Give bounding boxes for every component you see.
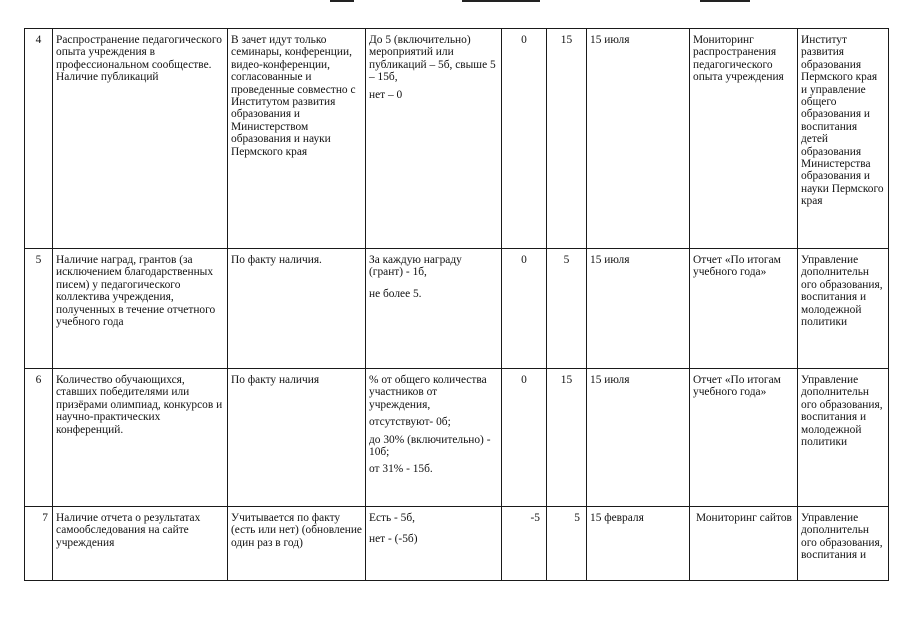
criteria-table [24,28,889,581]
source-cell: Мониторинг распространения педагогического опыта учреждения [690,29,798,249]
source-cell: Отчет «По итогам учебного года» [690,249,798,369]
scoring-line: от 31% - 15б. [369,463,433,476]
deadline-cell: 15 июля [587,29,690,249]
scoring-line: до 30% (включительно) - 10б; [369,433,491,459]
conditions-cell: В зачет идут только семинары, конференции, видео-конференции, согласованные и проведенные совместно с Институтом развития образования и Министерством образования и науки Пермского края [228,29,366,249]
conditions-cell: Учитывается по факту (есть или нет) (обновление один раз в год) [228,507,366,581]
source-cell: Отчет «По итогам учебного года» [690,369,798,507]
scoring-line: Есть - 5б, [369,512,416,524]
cut-off-line-mark [462,0,540,2]
table-row [25,29,889,249]
scoring-line: не более 5. [369,287,422,300]
max-score-cell: 15 [547,369,587,507]
row-number: 6 [25,369,53,507]
scoring-line: За каждую награду (грант) - 1б, [369,254,462,279]
row-number: 7 [25,507,53,581]
min-score-cell: 0 [502,369,547,507]
responsible-cell: Управление дополнительн ого образования, воспитания и молодежной политики [798,249,889,369]
indicator-cell: Распространение педагогического опыта учреждения в профессиональном сообществе. Наличие публикаций [53,29,228,249]
conditions-cell: По факту наличия. [228,249,366,369]
cut-off-line-mark [700,0,750,2]
scoring-cell [366,369,502,507]
table-row [25,507,889,581]
deadline-cell: 15 июля [587,249,690,369]
row-number: 4 [25,29,53,249]
indicator-cell: Наличие отчета о результатах самообследования на сайте учреждения [53,507,228,581]
scoring-line: нет - (-5б) [369,533,418,546]
table-row [25,369,889,507]
row-number: 5 [25,249,53,369]
max-score-cell: 15 [547,29,587,249]
deadline-cell: 15 февраля [587,507,690,581]
max-score-cell: 5 [547,249,587,369]
scoring-line: отсутствуют- 0б; [369,416,451,429]
min-score-cell: 0 [502,249,547,369]
min-score-cell: 0 [502,29,547,249]
responsible-cell: Управление дополнительн ого образования, воспитания и молодежной политики [798,369,889,507]
indicator-cell: Наличие наград, грантов (за исключением благодарственных писем) у педагогического коллектива учреждения, полученных в течение отчетного учебного года [53,249,228,369]
responsible-cell: Управление дополнительн ого образования, воспитания и [798,507,889,581]
conditions-cell: По факту наличия [228,369,366,507]
indicator-cell: Количество обучающихся, ставших победителями или призёрами олимпиад, конкурсов и научно-практических конференций. [53,369,228,507]
min-score-cell: -5 [502,507,547,581]
scoring-cell [366,507,502,581]
scoring-cell [366,29,502,249]
source-cell: Мониторинг сайтов [690,507,798,581]
cut-off-line-mark [330,0,354,2]
scoring-cell [366,249,502,369]
max-score-cell: 5 [547,507,587,581]
scoring-line: % от общего количества участников от учреждения, [369,374,487,411]
deadline-cell: 15 июля [587,369,690,507]
table-row [25,249,889,369]
scoring-line: До 5 (включительно) мероприятий или публикаций – 5б, свыше 5 – 15б, [369,34,496,84]
scoring-line: нет – 0 [369,88,403,101]
responsible-cell: Институт развития образования Пермского края и управление общего образования и воспитания детей образования Министерства образования и науки Пермского края [798,29,889,249]
